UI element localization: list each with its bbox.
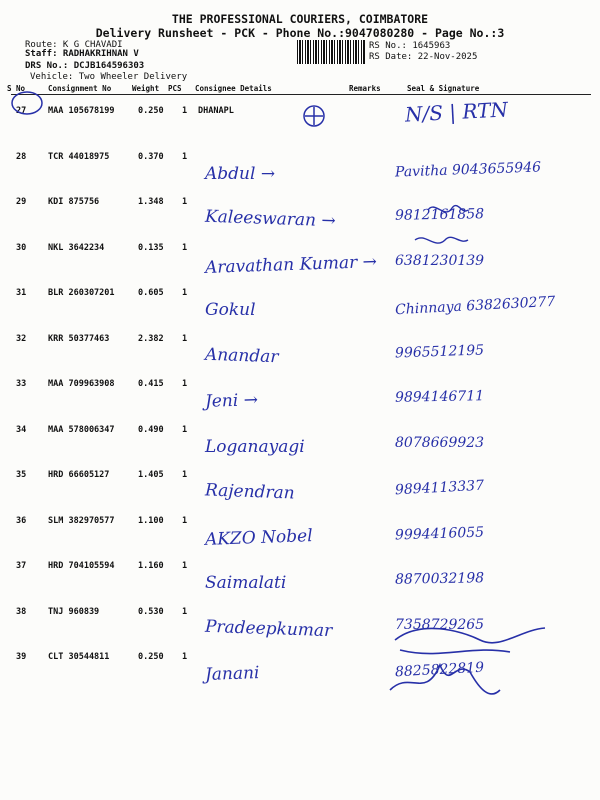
vehicle-label: Vehicle: Two Wheeler Delivery xyxy=(30,72,188,82)
pcs-cell: 1 xyxy=(182,606,188,617)
consignment-cell: HRD 704105594 xyxy=(48,561,115,571)
pcs-cell: 1 xyxy=(182,242,188,253)
weight-cell: 1.100 xyxy=(138,515,164,526)
handwritten-signature: N/S | RTN xyxy=(404,97,509,127)
sno-cell: 39 xyxy=(16,652,27,662)
handwritten-name: Kaleeswaran → xyxy=(204,206,336,232)
sno-cell: 37 xyxy=(16,561,27,571)
weight-cell: 0.250 xyxy=(138,106,164,116)
handwritten-name: Aravathan Kumar → xyxy=(204,251,378,278)
pcs-cell: 1 xyxy=(182,106,188,116)
col-seal: Seal & Signature xyxy=(407,84,480,93)
col-sno: S No xyxy=(7,84,26,93)
handwritten-name: Rajendran xyxy=(204,480,296,504)
weight-cell: 0.605 xyxy=(138,288,164,298)
weight-cell: 2.382 xyxy=(138,333,164,344)
sno-cell: 30 xyxy=(16,242,27,253)
pcs-cell: 1 xyxy=(182,197,188,207)
pcs-cell: 1 xyxy=(182,151,188,162)
handwritten-signature: 9812161858 xyxy=(394,206,485,224)
handwritten-signature: Pavitha 9043655946 xyxy=(394,158,542,181)
sno-cell: 33 xyxy=(16,379,27,389)
company-title: THE PROFESSIONAL COURIERS, COIMBATORE xyxy=(171,12,429,26)
consignment-cell: MAA 105678199 xyxy=(48,106,115,116)
pcs-cell: 1 xyxy=(182,561,188,571)
pcs-cell: 1 xyxy=(182,652,188,662)
pcs-cell: 1 xyxy=(182,424,188,435)
handwritten-signature: 9994416055 xyxy=(394,523,485,544)
consignment-cell: KRR 50377463 xyxy=(48,333,110,344)
sno-cell: 28 xyxy=(16,151,27,162)
route-label: Route: K G CHAVADI xyxy=(25,40,123,50)
handwritten-signature: Chinnaya 6382630277 xyxy=(394,293,556,319)
consignment-cell: BLR 260307201 xyxy=(48,288,115,298)
consignment-cell: TNJ 960839 xyxy=(48,606,100,617)
consignment-cell: NKL 3642234 xyxy=(48,242,105,253)
handwritten-signature: 7358729265 xyxy=(395,616,485,633)
sno-cell: 36 xyxy=(16,515,27,526)
handwritten-name: Abdul → xyxy=(205,163,276,184)
runsheet-subtitle: Delivery Runsheet - PCK - Phone No.:9047080280 - Page No.:3 xyxy=(95,26,505,40)
pcs-cell: 1 xyxy=(182,288,188,298)
rs-number: RS No.: 1645963 xyxy=(369,41,451,51)
staff-label: Staff: RADHAKRIHNAN V xyxy=(25,49,139,59)
handwritten-name: Saimalati xyxy=(205,573,287,593)
weight-cell: 0.250 xyxy=(138,652,164,662)
weight-cell: 1.160 xyxy=(138,561,164,571)
consignment-cell: MAA 709963908 xyxy=(48,379,115,389)
handwritten-name: Janani xyxy=(204,663,260,685)
col-pcs: PCS xyxy=(168,84,182,93)
sno-cell: 34 xyxy=(16,424,27,435)
handwritten-signature: 6381230139 xyxy=(395,252,485,269)
handwritten-name: Jeni → xyxy=(204,390,259,412)
handwritten-signature: 8078669923 xyxy=(395,434,485,451)
handwritten-signature: 9894146711 xyxy=(394,388,485,406)
pcs-cell: 1 xyxy=(182,379,188,389)
handwritten-signature: 9965512195 xyxy=(394,341,485,362)
sno-cell: 31 xyxy=(16,288,27,298)
consignment-cell: HRD 66605127 xyxy=(48,470,110,480)
consignment-cell: SLM 382970577 xyxy=(48,515,115,526)
consignment-cell: KDI 875756 xyxy=(48,197,100,207)
weight-cell: 1.405 xyxy=(138,470,164,480)
pcs-cell: 1 xyxy=(182,333,188,344)
col-weight: Weight xyxy=(132,84,160,93)
handwritten-name: Pradeepkumar xyxy=(204,616,333,641)
weight-cell: 0.415 xyxy=(138,379,164,389)
signature-scribble xyxy=(395,628,545,654)
consignment-cell: TCR 44018975 xyxy=(48,151,110,162)
handwritten-signature: 9894113337 xyxy=(394,477,485,499)
pcs-cell: 1 xyxy=(182,515,188,526)
sno-cell: 32 xyxy=(16,333,27,344)
sno-cell: 35 xyxy=(16,470,27,480)
rs-date: RS Date: 22-Nov-2025 xyxy=(369,52,478,62)
sno-cell: 27 xyxy=(16,106,27,116)
signature-scribble-3 xyxy=(415,237,468,243)
col-consignment: Consignment No xyxy=(48,84,112,93)
weight-cell: 0.135 xyxy=(138,242,164,253)
sno-cell: 29 xyxy=(16,197,27,207)
weight-cell: 0.370 xyxy=(138,151,164,162)
weight-cell: 0.490 xyxy=(138,424,164,435)
weight-cell: 0.530 xyxy=(138,606,164,617)
signature-scribble-2 xyxy=(390,665,500,694)
pcs-cell: 1 xyxy=(182,470,188,480)
col-remarks: Remarks xyxy=(349,84,381,93)
handwritten-name: AKZO Nobel xyxy=(204,525,313,550)
sno-cell: 38 xyxy=(16,606,27,617)
handwritten-signature: 8870032198 xyxy=(394,570,485,588)
col-consignee: Consignee Details xyxy=(195,84,272,93)
handwritten-name: Loganayagi xyxy=(205,436,305,457)
handwritten-signature: 8825822819 xyxy=(394,659,485,681)
handwritten-name: Anandar xyxy=(204,344,279,367)
drs-number: DRS No.: DCJB164596303 xyxy=(25,61,145,71)
consignee-cell: DHANAPL xyxy=(198,106,234,116)
sno-circle-mark xyxy=(12,92,42,114)
weight-cell: 1.348 xyxy=(138,197,164,207)
consignment-cell: MAA 578006347 xyxy=(48,424,115,435)
consignment-cell: CLT 30544811 xyxy=(48,652,110,662)
signature-scribble-4 xyxy=(428,206,468,212)
handwritten-name: Gokul xyxy=(205,300,256,320)
